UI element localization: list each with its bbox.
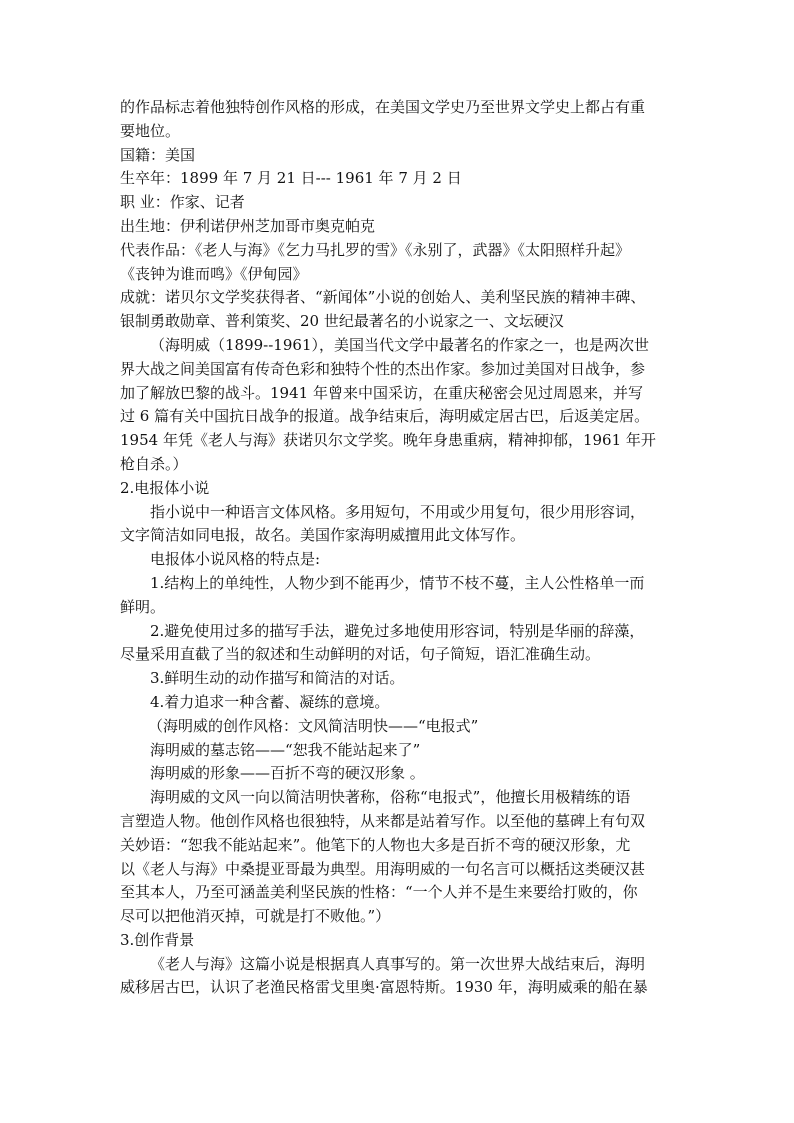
telegraph-line-1: 指小说中一种语言文体风格。多用短句，不用或少用复句，很少用形容词， (150, 502, 646, 521)
nationality-line: 国籍：美国 (120, 145, 196, 164)
bio-line-3: 加了解放巴黎的战斗。1941 年曾来中国采访，在重庆秘密会见过周恩来，并写 (120, 383, 643, 402)
section-3-title: 3.创作背景 (120, 930, 195, 949)
style-para-line-6: 尽可以把他消灭掉，可就是打不败他。”） (120, 907, 391, 926)
achievement-line-1: 成就：诺贝尔文学奖获得者、“新闻体”小说的创始人、美利坚民族的精神丰碑、 (120, 288, 646, 307)
feature-2-line-1: 2.避免使用过多的描写手法，避免过多地使用形容词，特别是华丽的辞藻， (150, 621, 645, 640)
feature-2-line-2: 尽量采用直截了当的叙述和生动鲜明的对话，句子简短，语汇准确生动。 (120, 645, 601, 664)
bio-line-1: （海明威（1899--1961），美国当代文学中最著名的作家之一，也是两次世 (150, 335, 649, 354)
feature-1-line-1: 1.结构上的单纯性，人物少到不能再少，情节不枝不蔓，主人公性格单一而 (150, 573, 645, 592)
feature-3: 3.鲜明生动的动作描写和简洁的对话。 (150, 669, 405, 688)
telegraph-line-2: 文字简洁如同电报，故名。美国作家海明威擅用此文体写作。 (120, 526, 526, 545)
bio-line-2: 界大战之间美国富有传奇色彩和独特个性的杰出作家。参加过美国对日战争，参 (120, 359, 646, 378)
features-intro: 电报体小说风格的特点是: (150, 550, 321, 569)
background-line-1: 《老人与海》这篇小说是根据真人真事写的。第一次世界大战结束后，海明 (150, 954, 646, 973)
works-line-1: 代表作品：《老人与海》《乞力马扎罗的雪》《永别了，武器》《太阳照样升起》 (120, 240, 631, 259)
birthplace-line: 出生地：伊利诺伊州芝加哥市奥克帕克 (120, 216, 376, 235)
style-line-3: 海明威的形象——百折不弯的硬汉形象 。 (150, 764, 425, 783)
section-2-title: 2.电报体小说 (120, 478, 210, 497)
bio-line-6: 枪自杀。） (120, 454, 188, 473)
style-line-1: （海明威的创作风格：文风简洁明快——“电报式” (148, 716, 479, 735)
style-para-line-4: 以《老人与海》中桑提亚哥最为典型。用海明威的一句名言可以概括这类硬汉甚 (120, 859, 646, 878)
lifespan-line: 生卒年：1899 年 7 月 21 日--- 1961 年 7 月 2 日 (120, 169, 462, 188)
style-line-2: 海明威的墓志铭——“恕我不能站起来了” (150, 740, 421, 759)
style-para-line-3: 关妙语：“恕我不能站起来”。他笔下的人物也大多是百折不弯的硬汉形象，尤 (120, 835, 631, 854)
feature-1-line-2: 鲜明。 (120, 597, 166, 616)
style-para-line-1: 海明威的文风一向以简洁明快著称，俗称“电报式”，他擅长用极精练的语 (150, 788, 631, 807)
bio-line-5: 1954 年凭《老人与海》获诺贝尔文学奖。晚年身患重病，精神抑郁，1961 年开 (120, 431, 656, 450)
intro-line-1: 的作品标志着他独特创作风格的形成，在美国文学史乃至世界文学史上都占有重 (120, 98, 646, 116)
occupation-line: 职 业：作家、记者 (120, 193, 245, 212)
style-para-line-2: 言塑造人物。他创作风格也很独特，从来都是站着写作。以至他的墓碑上有句双 (120, 811, 646, 830)
feature-4: 4.着力追求一种含蓄、凝练的意境。 (150, 692, 390, 711)
works-line-2: 《丧钟为谁而鸣》《伊甸园》 (120, 264, 308, 283)
achievement-line-2: 银制勇敢勋章、普利策奖、20 世纪最著名的小说家之一、文坛硬汉 (120, 312, 564, 331)
background-line-2: 威移居古巴，认识了老渔民格雷戈里奥·富恩特斯。1930 年，海明威乘的船在暴 (120, 978, 648, 997)
intro-line-2: 要地位。 (120, 121, 181, 140)
document-page (120, 96, 686, 1000)
bio-line-4: 过 6 篇有关中国抗日战争的报道。战争结束后，海明威定居古巴，后返美定居。 (120, 407, 650, 426)
style-para-line-5: 至其本人，乃至可涵盖美利坚民族的性格：“一个人并不是生来要给打败的，你 (120, 883, 638, 902)
